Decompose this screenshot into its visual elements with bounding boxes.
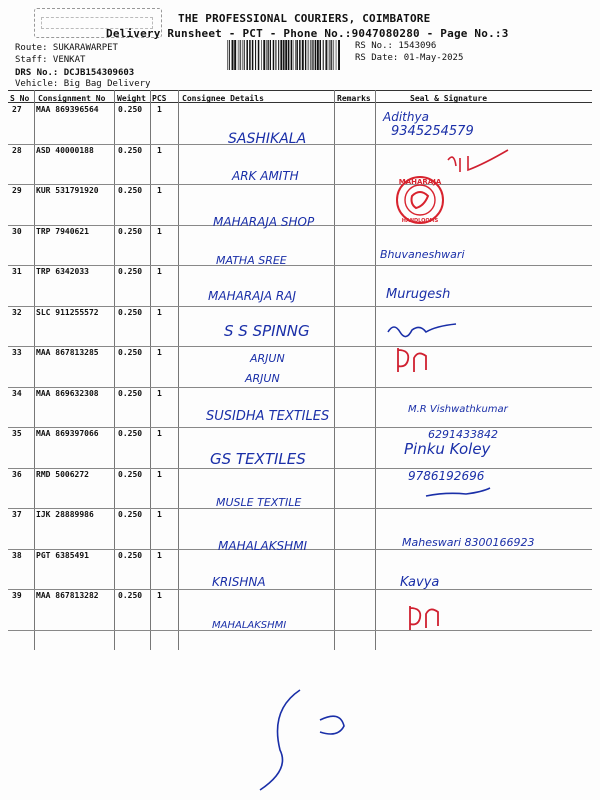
row-divider: [8, 549, 592, 550]
seal-top-text: MAHARAJA: [398, 178, 442, 186]
cell-consignment: PGT 6385491: [36, 550, 89, 560]
cell-weight: 0.250: [118, 550, 143, 560]
row-divider: [8, 508, 592, 509]
cell-consignment: ASD 40000188: [36, 145, 94, 155]
hw-sig-34: M.R Vishwathkumar: [408, 404, 508, 415]
rs-date: RS Date: 01-May-2025: [355, 53, 464, 63]
barcode-image: [227, 40, 340, 70]
staff-label: Staff: VENKAT: [15, 55, 86, 65]
rs-number: RS No.: 1543096: [355, 41, 437, 51]
cell-weight: 0.250: [118, 348, 143, 357]
cell-sno: 34: [12, 388, 22, 398]
cell-consignment: MAA 869397066: [36, 429, 99, 438]
cell-weight: 0.250: [118, 469, 143, 479]
cell-pcs: 1: [157, 469, 162, 479]
hw-name-39: MAHALAKSHMI: [212, 620, 287, 631]
cell-sno: 35: [12, 429, 22, 438]
row-divider: [8, 387, 592, 388]
cell-weight: 0.250: [118, 307, 143, 317]
row-divider: [8, 630, 592, 631]
hw-sig-37: Maheswari 8300166923: [402, 536, 535, 549]
cell-sno: 29: [12, 186, 22, 195]
cell-consignment: TRP 6342033: [36, 267, 89, 276]
cell-weight: 0.250: [118, 226, 143, 236]
row-divider: [8, 306, 592, 307]
row-divider: [8, 184, 592, 185]
row-divider: [8, 265, 592, 266]
company-title: THE PROFESSIONAL COURIERS, COIMBATORE: [178, 12, 431, 25]
hw-sig-38: Kavya: [400, 575, 440, 590]
row-divider: [8, 589, 592, 590]
col-weight: Weight: [117, 94, 146, 103]
cell-pcs: 1: [157, 186, 162, 195]
row-divider: [8, 346, 592, 347]
cell-sno: 32: [12, 307, 22, 317]
cell-pcs: 1: [157, 550, 162, 560]
runsheet-title: Delivery Runsheet - PCT - Phone No.:9047080280 - Page No.:3: [106, 27, 509, 40]
hw-sig-31: Murugesh: [386, 287, 451, 302]
hw-name-31: MAHARAJA RAJ: [208, 289, 296, 303]
hw-name-29: MAHARAJA SHOP: [213, 215, 315, 229]
cell-weight: 0.250: [118, 186, 143, 195]
col-seal-signature: Seal & Signature: [410, 94, 488, 103]
cell-pcs: 1: [157, 307, 162, 317]
hw-name-34: SUSIDHA TEXTILES: [206, 409, 330, 424]
hw-sig-30: Bhuvaneshwari: [380, 248, 465, 261]
cell-consignment: RMD 5006272: [36, 469, 89, 479]
row-divider: [8, 468, 592, 469]
vehicle-label: Vehicle: Big Bag Delivery: [15, 79, 151, 89]
cell-pcs: 1: [157, 510, 162, 519]
cell-sno: 30: [12, 226, 22, 236]
row-divider: [8, 225, 592, 226]
hw-name-27: SASHIKALA: [228, 131, 307, 147]
runsheet-table: [8, 90, 592, 650]
col-sno: S No: [10, 94, 30, 103]
cell-weight: 0.250: [118, 145, 143, 155]
hw-name-28: ARK AMITH: [232, 169, 299, 183]
hw-name-32: S S SPINNG: [224, 322, 310, 340]
cell-sno: 37: [12, 510, 22, 519]
cell-sno: 33: [12, 348, 22, 357]
col-consignee: Consignee Details: [182, 94, 264, 103]
row-divider: [8, 427, 592, 428]
cell-pcs: 1: [157, 267, 162, 276]
hw-name-33a: ARJUN: [250, 352, 285, 365]
hw-name-37: MAHALAKSHMI: [218, 539, 308, 553]
row-divider: [8, 144, 592, 145]
cell-sno: 28: [12, 145, 22, 155]
col-remarks: Remarks: [337, 94, 371, 103]
hw-name-36: MUSLE TEXTILE: [216, 496, 302, 509]
cell-consignment: TRP 7940621: [36, 226, 89, 236]
cell-weight: 0.250: [118, 388, 143, 398]
hw-sig-27a: Adithya: [383, 110, 429, 124]
cell-consignment: SLC 911255572: [36, 307, 99, 317]
cell-weight: 0.250: [118, 267, 143, 276]
cell-pcs: 1: [157, 348, 162, 357]
hw-name-38: KRISHNA: [212, 575, 266, 589]
cell-consignment: MAA 867813285: [36, 348, 99, 357]
col-pcs: PCS: [152, 94, 167, 103]
cell-consignment: MAA 869632308: [36, 388, 99, 398]
cell-consignment: IJK 28889986: [36, 510, 94, 519]
cell-consignment: MAA 867813282: [36, 591, 99, 600]
cell-consignment: KUR 531791920: [36, 186, 99, 195]
hw-name-33b: ARJUN: [245, 372, 280, 385]
seal-bottom-text: HANDLOOMS: [401, 218, 439, 224]
cell-sno: 38: [12, 550, 22, 560]
cell-weight: 0.250: [118, 105, 143, 114]
drs-number: DRS No.: DCJB154309603: [15, 68, 135, 78]
hw-name-30: MATHA SREE: [216, 254, 287, 267]
hw-name-35: GS TEXTILES: [210, 450, 306, 468]
col-consignment: Consignment No: [38, 94, 106, 103]
cell-weight: 0.250: [118, 429, 143, 438]
cell-pcs: 1: [157, 591, 162, 600]
cell-sno: 31: [12, 267, 22, 276]
cell-pcs: 1: [157, 388, 162, 398]
hw-sig-35a: 6291433842: [428, 428, 498, 441]
cell-pcs: 1: [157, 145, 162, 155]
cell-pcs: 1: [157, 105, 162, 114]
cell-pcs: 1: [157, 429, 162, 438]
cell-weight: 0.250: [118, 591, 143, 600]
cell-sno: 27: [12, 105, 22, 114]
cell-consignment: MAA 869396564: [36, 105, 99, 114]
cell-pcs: 1: [157, 226, 162, 236]
cell-sno: 36: [12, 469, 22, 479]
cell-sno: 39: [12, 591, 22, 600]
cell-weight: 0.250: [118, 510, 143, 519]
hw-sig-36: 9786192696: [408, 469, 485, 483]
hw-sig-35b: Pinku Koley: [404, 440, 491, 458]
route-label: Route: SUKARAWARPET: [15, 43, 118, 53]
hw-sig-27b: 9345254579: [391, 124, 474, 139]
